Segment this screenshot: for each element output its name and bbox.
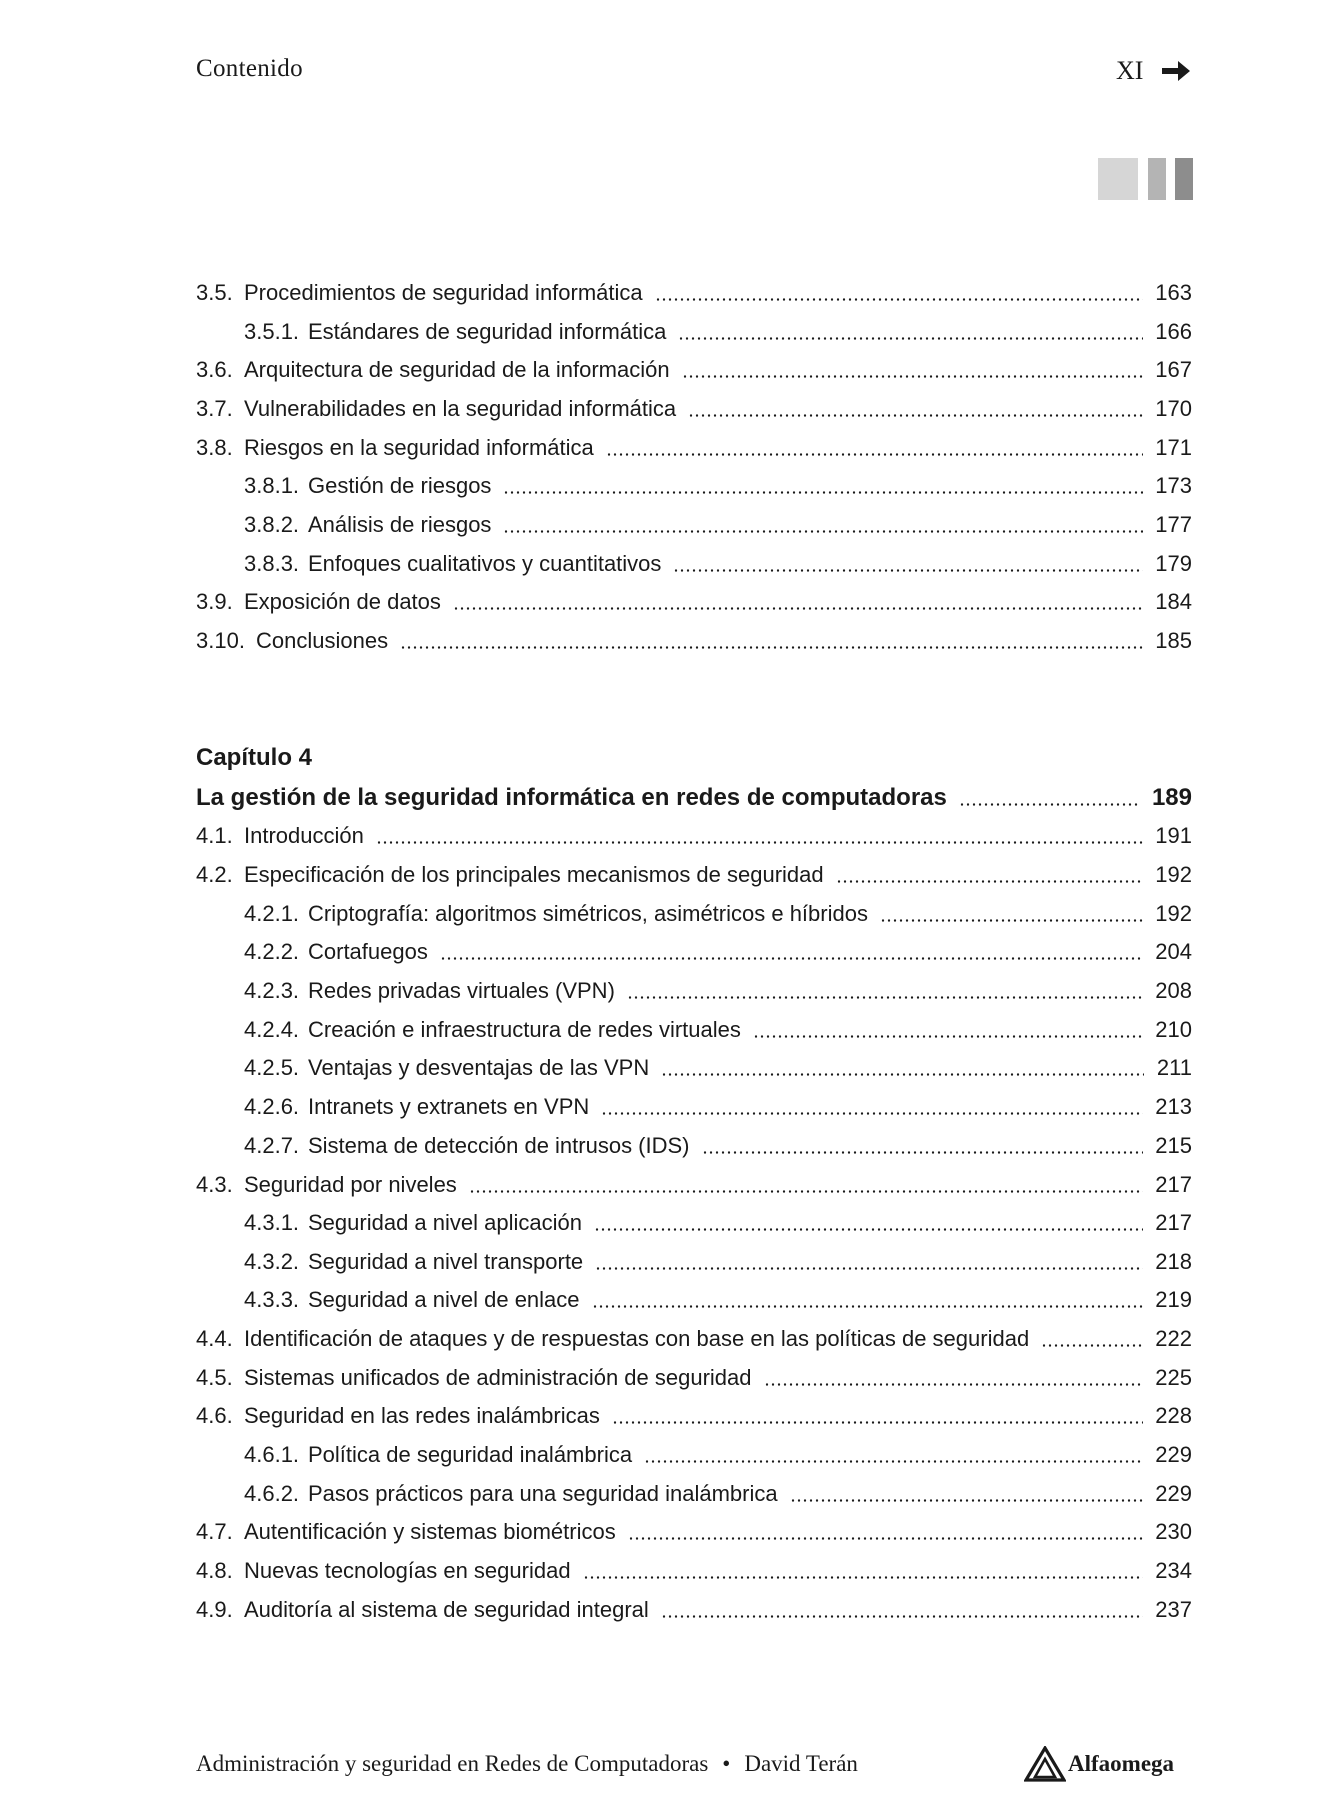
footer-book-info [196, 1751, 858, 1777]
toc-entry-title: Vulnerabilidades en la seguridad informática [244, 396, 677, 421]
toc-entry [244, 1241, 1192, 1275]
toc-entry-title: Seguridad a nivel de enlace [308, 1287, 580, 1312]
toc-entry-number: 4.3.2. [244, 1249, 300, 1274]
toc-entry-page: 219 [1155, 1287, 1192, 1312]
toc-entry-title: Seguridad por niveles [244, 1172, 457, 1197]
dot-leader [688, 414, 1143, 417]
toc-entry [196, 272, 1192, 306]
toc-entry-page: 177 [1155, 512, 1192, 537]
toc-entry-number: 4.2.7. [244, 1133, 300, 1158]
dot-leader [678, 337, 1143, 340]
toc-entry-page: 228 [1155, 1403, 1192, 1428]
toc-entry-title: Exposición de datos [244, 589, 441, 614]
toc-entry [244, 1086, 1192, 1120]
toc-entry-number: 4.4. [196, 1326, 233, 1351]
toc-entry [196, 427, 1192, 461]
toc-entry-title: Redes privadas virtuales (VPN) [308, 978, 615, 1003]
toc-entry [196, 1357, 1192, 1391]
toc-entry-page: 192 [1155, 862, 1192, 887]
dot-leader [682, 375, 1144, 378]
running-header-title: Contenido [196, 55, 303, 82]
toc-entry-number: 4.3.3. [244, 1287, 300, 1312]
toc-entry-page: 167 [1155, 357, 1192, 382]
toc-entry-title: Pasos prácticos para una seguridad inalámbrica [308, 1481, 778, 1506]
toc-entry-page: 230 [1155, 1519, 1192, 1544]
toc-entry [244, 1434, 1192, 1468]
dot-leader [661, 1073, 1144, 1076]
toc-entry-page: 204 [1155, 939, 1192, 964]
toc-entry-title: Enfoques cualitativos y cuantitativos [308, 551, 662, 576]
toc-entry-number: 3.9. [196, 589, 233, 614]
toc-entry-page: 234 [1155, 1558, 1192, 1583]
dot-leader [836, 880, 1144, 883]
toc-entry-number: 3.8.2. [244, 512, 300, 537]
toc-entry-page: 173 [1155, 473, 1192, 498]
toc-entry-title: Conclusiones [256, 628, 389, 653]
chapter-label: Capítulo 4 [196, 744, 313, 771]
toc-entry-title: Autentificación y sistemas biométricos [244, 1519, 616, 1544]
publisher-name: Alfaomega [1068, 1751, 1175, 1776]
toc-entry [196, 1395, 1192, 1429]
toc-entry-title: Cortafuegos [308, 939, 428, 964]
toc-entry [244, 893, 1192, 927]
dot-leader [880, 919, 1143, 922]
toc-entry-page: 189 [1151, 784, 1192, 811]
toc-entry-title: Introducción [244, 823, 364, 848]
toc-chapter-entry [196, 777, 1192, 811]
toc-entry-title: Análisis de riesgos [308, 512, 492, 537]
toc-entry-page: 191 [1155, 823, 1192, 848]
toc-entry [244, 1279, 1192, 1313]
dot-leader [583, 1576, 1144, 1579]
dot-leader [595, 1267, 1143, 1270]
toc-entry-title: Identificación de ataques y de respuestas con base en las políticas de seguridad [244, 1326, 1030, 1351]
toc-entry-title: Ventajas y desventajas de las VPN [308, 1055, 650, 1080]
toc-entry [244, 465, 1192, 499]
toc-entry [196, 1511, 1192, 1545]
toc-entry [244, 1202, 1192, 1236]
dot-leader [606, 453, 1144, 456]
toc-entry-number: 4.9. [196, 1597, 233, 1622]
toc-entry-title: Gestión de riesgos [308, 473, 492, 498]
dot-leader [376, 841, 1143, 844]
toc-entry-page: 211 [1156, 1055, 1192, 1080]
dot-leader [503, 530, 1143, 533]
toc-entry-title: Sistema de detección de intrusos (IDS) [308, 1133, 690, 1158]
dot-leader [503, 491, 1143, 494]
dot-leader [612, 1421, 1143, 1424]
toc-entry-number: 3.6. [196, 357, 233, 382]
dot-leader [469, 1190, 1143, 1193]
toc-entry-title: Seguridad en las redes inalámbricas [244, 1403, 600, 1428]
toc-entry-number: 4.2.5. [244, 1055, 300, 1080]
toc-entry-number: 4.1. [196, 823, 233, 848]
toc-entry [244, 970, 1192, 1004]
dot-leader [1041, 1344, 1143, 1347]
toc-entry-number: 3.8. [196, 435, 233, 460]
toc-entry-number: 3.8.3. [244, 551, 300, 576]
page-number: XI [1116, 56, 1144, 85]
toc-entry-title: Procedimientos de seguridad informática [244, 280, 643, 305]
dot-leader [661, 1615, 1143, 1618]
dot-leader [592, 1305, 1144, 1308]
toc-entry [244, 1047, 1192, 1081]
toc-entry-number: 4.6. [196, 1403, 233, 1428]
toc-entry-title: Política de seguridad inalámbrica [308, 1442, 633, 1467]
toc-entry-title: Nuevas tecnologías en seguridad [244, 1558, 571, 1583]
toc-entry-number: 4.3. [196, 1172, 233, 1197]
toc-entry-title: Criptografía: algoritmos simétricos, asimétricos e híbridos [308, 901, 868, 926]
toc-entry-number: 4.2.6. [244, 1094, 300, 1119]
toc-entry [196, 349, 1192, 383]
toc-entry [196, 620, 1192, 654]
toc-entry-page: 229 [1155, 1442, 1192, 1467]
dot-leader [673, 569, 1143, 572]
toc-entry-title: La gestión de la seguridad informática en redes de computadoras [196, 784, 947, 811]
toc-entry-title: Creación e infraestructura de redes virtuales [308, 1017, 741, 1042]
toc-entry-page: 192 [1155, 901, 1192, 926]
toc-entry [244, 1009, 1192, 1043]
toc-entry-page: 229 [1155, 1481, 1192, 1506]
toc-entry-number: 4.2.1. [244, 901, 300, 926]
dot-leader [628, 1537, 1144, 1540]
decorative-block-light [1098, 158, 1138, 200]
footer-book-title: Administración y seguridad en Redes de Computadoras [196, 1751, 709, 1776]
toc-entry [244, 504, 1192, 538]
toc-entry-page: 208 [1155, 978, 1192, 1003]
dot-leader [764, 1383, 1144, 1386]
dot-leader [959, 803, 1140, 806]
toc-entry-title: Estándares de seguridad informática [308, 319, 667, 344]
dot-leader [790, 1499, 1144, 1502]
decorative-block-medium [1148, 158, 1166, 200]
dot-leader [594, 1228, 1143, 1231]
dot-leader [400, 646, 1143, 649]
toc-entry-page: 171 [1155, 435, 1192, 460]
toc-entry-page: 184 [1155, 589, 1192, 614]
footer-bullet: • [722, 1751, 731, 1776]
dot-leader [702, 1151, 1144, 1154]
toc-entry-title: Intranets y extranets en VPN [308, 1094, 590, 1119]
toc-entry [244, 311, 1192, 345]
toc-entry [196, 1550, 1192, 1584]
toc-entry-number: 3.5.1. [244, 319, 300, 344]
toc-entry-number: 3.7. [196, 396, 233, 421]
toc-entry-number: 4.2. [196, 862, 233, 887]
toc-entry [244, 931, 1192, 965]
alfaomega-logo-icon [1024, 1746, 1066, 1782]
toc-entry-page: 213 [1155, 1094, 1192, 1119]
toc-entry-page: 170 [1155, 396, 1192, 421]
toc-entry-number: 3.5. [196, 280, 233, 305]
toc-entry-number: 4.6.2. [244, 1481, 300, 1506]
toc-entry-number: 4.2.2. [244, 939, 300, 964]
toc-entry-number: 4.8. [196, 1558, 233, 1583]
dot-leader [453, 607, 1143, 610]
arrow-right-icon [1160, 58, 1192, 84]
dot-leader [627, 996, 1143, 999]
toc-entry [196, 815, 1192, 849]
toc-entry-title: Sistemas unificados de administración de seguridad [244, 1365, 752, 1390]
dot-leader [601, 1112, 1143, 1115]
toc-entry-title: Seguridad a nivel aplicación [308, 1210, 582, 1235]
dot-leader [644, 1460, 1143, 1463]
toc-entry-page: 237 [1155, 1597, 1192, 1622]
toc-entry [196, 581, 1192, 615]
toc-entry [196, 1318, 1192, 1352]
toc-entry [244, 1125, 1192, 1159]
toc-entry-page: 217 [1155, 1210, 1192, 1235]
toc-entry [244, 543, 1192, 577]
toc-entry-page: 225 [1155, 1365, 1192, 1390]
toc-entry-number: 3.10. [196, 628, 245, 653]
toc-entry-page: 163 [1155, 280, 1192, 305]
toc-entry-number: 4.6.1. [244, 1442, 300, 1467]
toc-entry-title: Seguridad a nivel transporte [308, 1249, 584, 1274]
publisher-logo [1024, 1744, 1174, 1784]
toc-entry [196, 854, 1192, 888]
toc-entry-title: Especificación de los principales mecanismos de seguridad [244, 862, 824, 887]
dot-leader [753, 1035, 1143, 1038]
toc-entry-page: 166 [1155, 319, 1192, 344]
toc-entry-page: 222 [1155, 1326, 1192, 1351]
toc-entry [196, 388, 1192, 422]
toc-entry-page: 185 [1155, 628, 1192, 653]
toc-entry [196, 1589, 1192, 1623]
toc-entry [244, 1473, 1192, 1507]
toc-entry-number: 4.2.4. [244, 1017, 300, 1042]
toc-entry-number: 4.2.3. [244, 978, 300, 1003]
decorative-block-dark [1175, 158, 1193, 200]
dot-leader [655, 298, 1144, 301]
toc-entry-number: 4.5. [196, 1365, 233, 1390]
footer-author: David Terán [744, 1751, 858, 1776]
toc-entry-number: 4.7. [196, 1519, 233, 1544]
toc-entry-page: 179 [1155, 551, 1192, 576]
toc-entry-number: 3.8.1. [244, 473, 300, 498]
toc-entry-number: 4.3.1. [244, 1210, 300, 1235]
toc-entry [196, 1164, 1192, 1198]
dot-leader [440, 957, 1143, 960]
toc-entry-title: Auditoría al sistema de seguridad integral [244, 1597, 649, 1622]
toc-entry-title: Arquitectura de seguridad de la información [244, 357, 670, 382]
toc-entry-page: 215 [1155, 1133, 1192, 1158]
toc-entry-title: Riesgos en la seguridad informática [244, 435, 594, 460]
toc-entry-page: 218 [1155, 1249, 1192, 1274]
toc-entry-page: 217 [1155, 1172, 1192, 1197]
toc-entry-page: 210 [1155, 1017, 1192, 1042]
